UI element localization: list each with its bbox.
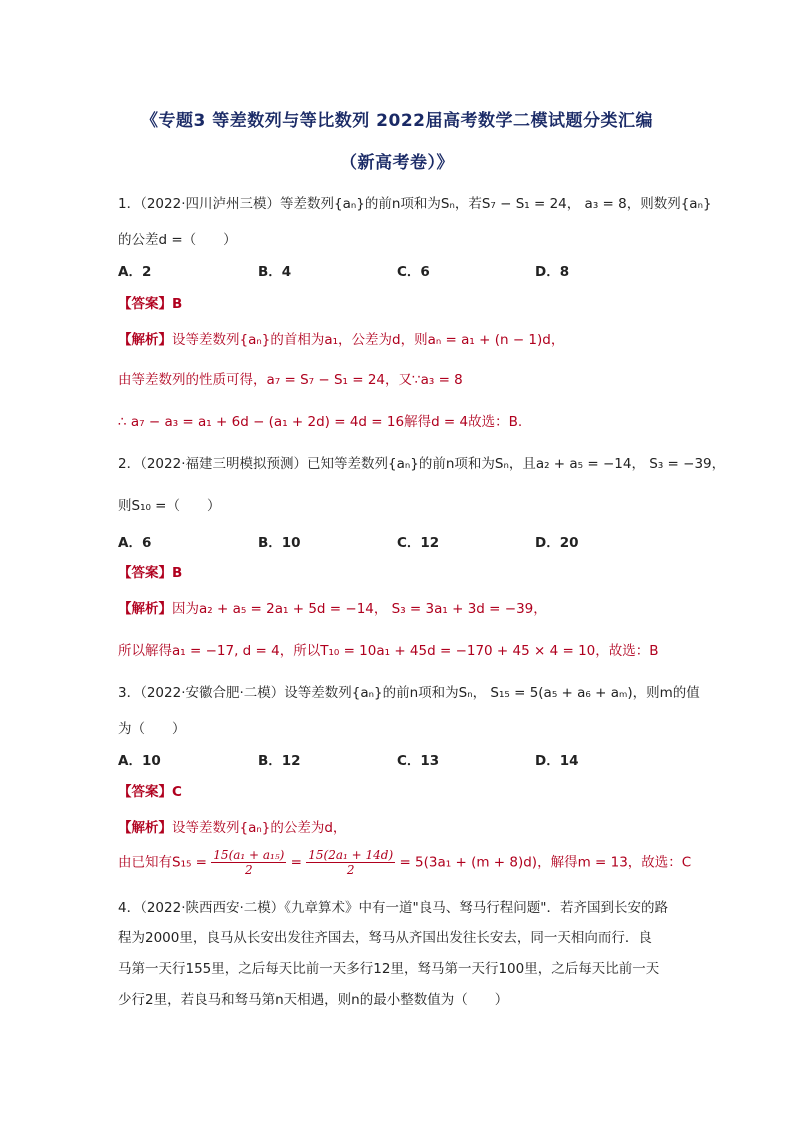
q1-option-c: C．6	[397, 264, 430, 280]
q2-analysis-line-1	[118, 597, 547, 617]
q2-answer	[118, 561, 182, 581]
q2-option-b: B．10	[258, 535, 301, 551]
q2-option-a: A．6	[118, 535, 152, 551]
q1-option-b: B．4	[258, 264, 292, 280]
q4-stem-line-4: 少行2里，若良马和驽马第n天相遇，则n的最小整数值为（ ）	[118, 992, 509, 1008]
q2-answer-label: 【答案】	[118, 565, 172, 581]
q1-option-a: A．2	[118, 264, 152, 280]
q3-option-d: D．14	[535, 753, 579, 769]
q3-answer-label: 【答案】	[118, 784, 172, 800]
q1-analysis-line-2: 由等差数列的性质可得，a₇ = S₇ − S₁ = 24，又∵a₃ = 8	[118, 372, 463, 388]
q3-option-a: A．10	[118, 753, 161, 769]
q3-fraction-2-numerator: 15(2a₁ + 14d)	[308, 848, 394, 862]
q3-option-b: B．12	[258, 753, 301, 769]
q1-stem-line-2: 的公差d =（ ）	[118, 232, 237, 248]
q3-equals-sign: =	[290, 854, 302, 871]
q1-answer-label: 【答案】	[118, 296, 172, 312]
q1-answer-value: B	[172, 296, 183, 312]
q3-fraction-2-denominator: 2	[346, 863, 355, 877]
q2-analysis-text-1: 因为a₂ + a₅ = 2a₁ + 5d = −14， S₃ = 3a₁ + 3d = −39，	[172, 601, 547, 617]
q3-fraction-1-numerator: 15(a₁ + a₁₅)	[213, 848, 285, 862]
q2-option-c: C．12	[397, 535, 440, 551]
q3-option-c: C．13	[397, 753, 440, 769]
document-title-line-1: 《专题3 等差数列与等比数列 2022届高考数学二模试题分类汇编	[141, 111, 653, 131]
q2-stem-line-2: 则S₁₀ =（ ）	[118, 498, 221, 514]
q3-analysis-label: 【解析】	[118, 820, 172, 836]
q3-analysis-text-1: 设等差数列{aₙ}的公差为d，	[172, 820, 347, 836]
q1-analysis-line-1	[118, 328, 564, 348]
q3-analysis-line-1	[118, 816, 346, 836]
q3-stem-line-2: 为（ ）	[118, 721, 186, 737]
q3-analysis-line-2	[118, 848, 691, 877]
q4-stem-line-3: 马第一天行155里，之后每天比前一天多行12里，驽马第一天行100里，之后每天比前一天	[118, 961, 660, 977]
q2-analysis-line-2: 所以解得a₁ = −17, d = 4，所以T₁₀ = 10a₁ + 45d = −170 + 45 × 4 = 10，故选：B	[118, 643, 659, 659]
q2-stem-line-1: 2．（2022·福建三明模拟预测）已知等差数列{aₙ}的前n项和为Sₙ，且a₂ + a₅ = −14， S₃ = −39，	[118, 456, 726, 472]
q3-fraction-1-denominator: 2	[245, 863, 253, 877]
q1-analysis-line-3: ∴ a₇ − a₃ = a₁ + 6d − (a₁ + 2d) = 4d = 16解得d = 4故选：B.	[118, 414, 523, 430]
q3-answer-value: C	[172, 784, 182, 800]
q3-fraction-1	[211, 848, 286, 877]
q3-fraction-2	[306, 848, 395, 877]
q3-answer	[118, 780, 182, 800]
q1-analysis-text-1: 设等差数列{aₙ}的首相为a₁，公差为d，则aₙ = a₁ + (n − 1)d，	[172, 332, 565, 348]
q4-stem-line-2: 程为2000里，良马从长安出发往齐国去，驽马从齐国出发往长安去，同一天相向而行．良	[118, 930, 652, 946]
q3-stem-line-1: 3．（2022·安徽合肥·二模）设等差数列{aₙ}的前n项和为Sₙ， S₁₅ = 5(a₅ + a₆ + aₘ)，则m的值	[118, 685, 700, 701]
q1-stem-line-1: 1．（2022·四川泸州三模）等差数列{aₙ}的前n项和为Sₙ，若S₇ − S₁ = 24， a₃ = 8，则数列{aₙ}	[118, 196, 712, 212]
q2-analysis-label: 【解析】	[118, 601, 172, 617]
q1-option-d: D．8	[535, 264, 570, 280]
q1-analysis-label: 【解析】	[118, 332, 172, 348]
document-title-line-2: （新高考卷）》	[340, 153, 454, 173]
q2-answer-value: B	[172, 565, 183, 581]
q4-stem-line-1: 4．（2022·陕西西安·二模）《九章算术》中有一道"良马、驽马行程问题"．若齐国到长安的路	[118, 900, 668, 916]
q3-analysis-prefix: 由已知有S₁₅ =	[118, 854, 207, 871]
q3-analysis-suffix: = 5(3a₁ + (m + 8)d)，解得m = 13，故选：C	[399, 854, 692, 871]
q2-option-d: D．20	[535, 535, 579, 551]
q1-answer	[118, 292, 182, 312]
